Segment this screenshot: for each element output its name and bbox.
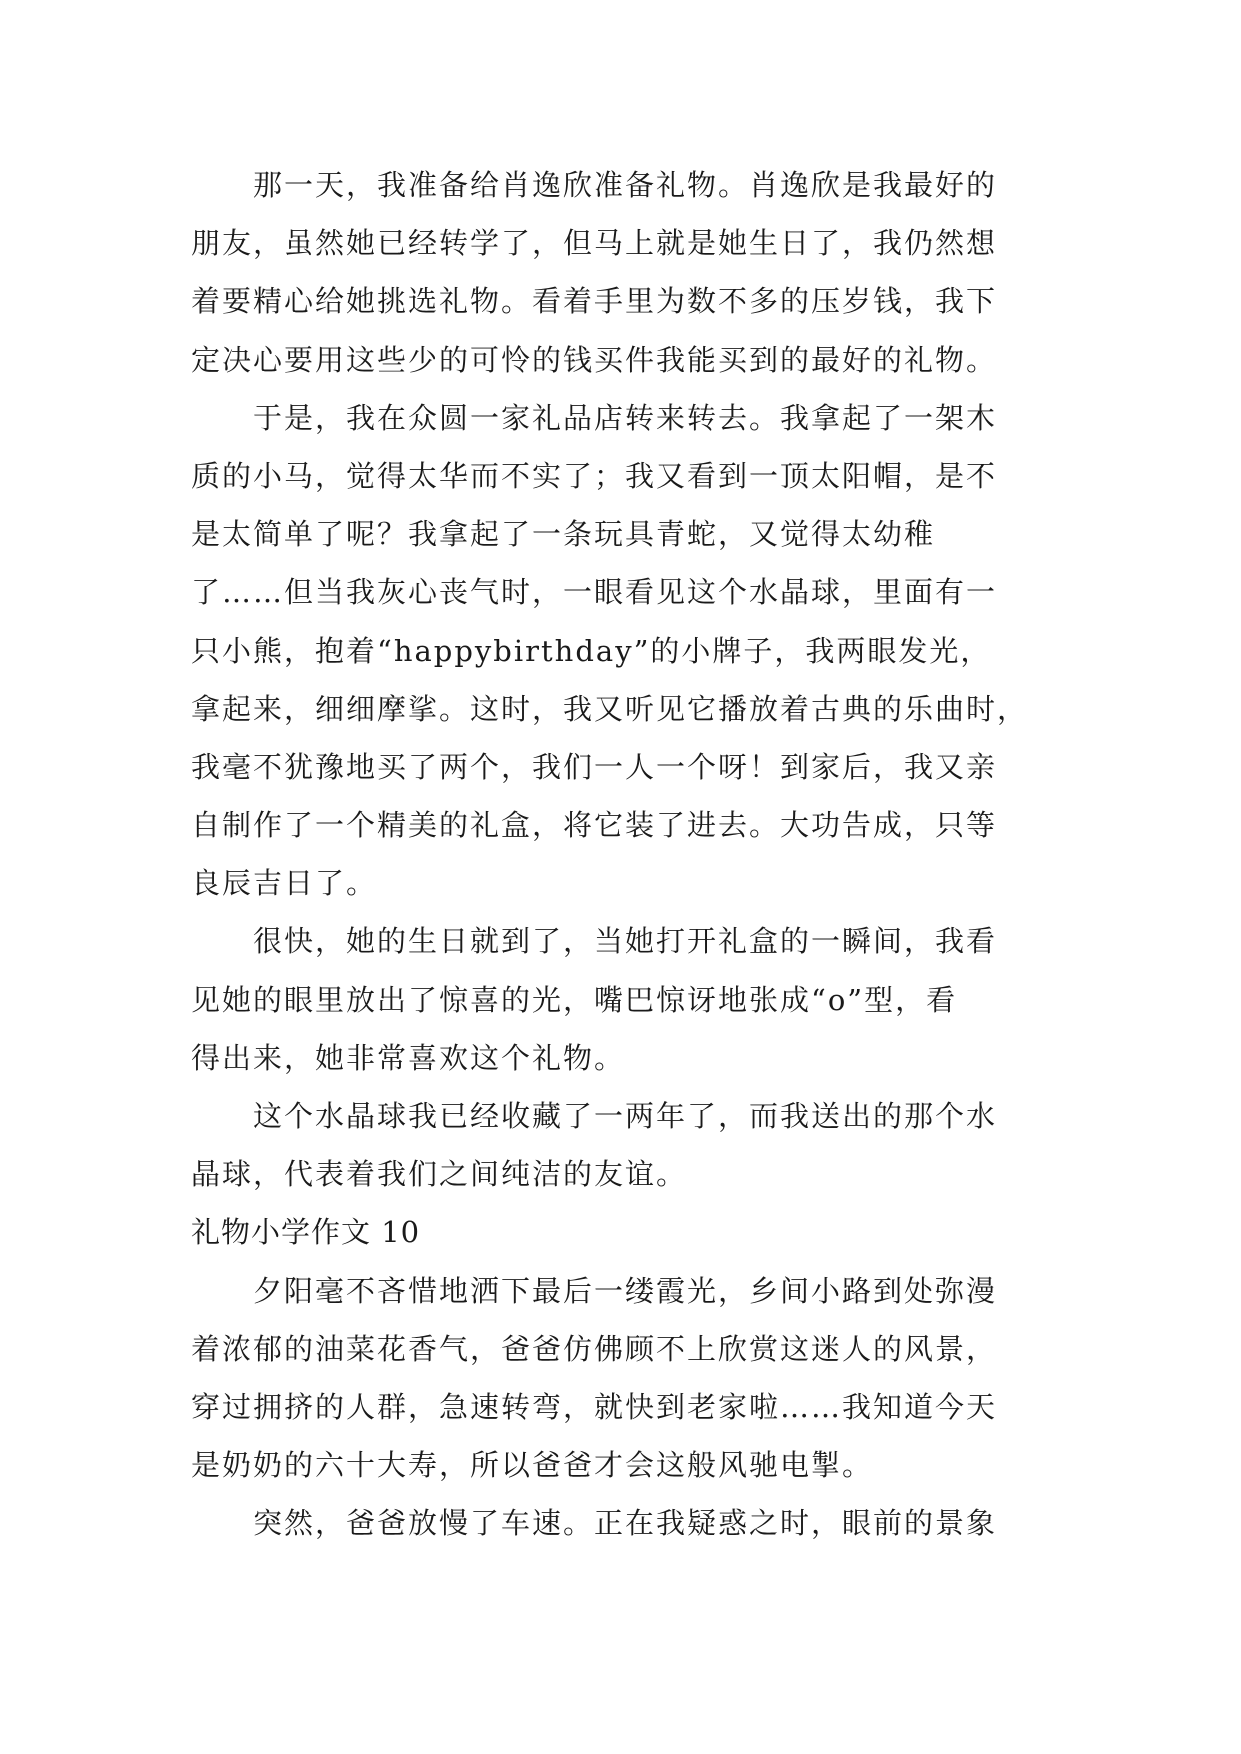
- text-line: 质的小马，觉得太华而不实了；我又看到一顶太阳帽，是不: [191, 458, 998, 493]
- text-line: 定决心要用这些少的可怜的钱买件我能买到的最好的礼物。: [191, 342, 998, 377]
- text-line: 夕阳毫不吝惜地洒下最后一缕霞光，乡间小路到处弥漫: [253, 1273, 998, 1308]
- paragraph: [191, 156, 1091, 389]
- text-line: 只小熊，抱着“happybirthday”的小牌子，我两眼发光，: [191, 633, 992, 668]
- text-line: 自制作了一个精美的礼盒，将它装了进去。大功告成，只等: [191, 808, 998, 843]
- paragraph: [191, 1262, 1091, 1495]
- paragraph: [191, 389, 1091, 913]
- paragraph: [191, 1087, 1091, 1203]
- text-line: 这个水晶球我已经收藏了一两年了，而我送出的那个水: [253, 1099, 998, 1133]
- text-line: 是奶奶的六十大寿，所以爸爸才会这般风驰电掣。: [191, 1448, 874, 1483]
- text-line: 我毫不犹豫地买了两个，我们一人一个呀！到家后，我又亲: [191, 749, 998, 784]
- text-line: 是太简单了呢？我拿起了一条玩具青蛇，又觉得太幼稚: [191, 517, 936, 552]
- text-line: 得出来，她非常喜欢这个礼物。: [191, 1040, 626, 1075]
- text-line: 那一天，我准备给肖逸欣准备礼物。肖逸欣是我最好的: [253, 168, 998, 202]
- text-line: 于是，我在众圆一家礼品店转来转去。我拿起了一架木: [253, 400, 998, 435]
- text-line: 穿过拥挤的人群，急速转弯，就快到老家啦……我知道今天: [191, 1389, 998, 1424]
- text-line: 见她的眼里放出了惊喜的光，嘴巴惊讶地张成“o”型，看: [191, 982, 958, 1017]
- text-line: 拿起来，细细摩挲。这时，我又听见它播放着古典的乐曲时，: [191, 691, 1029, 726]
- text-line: 晶球，代表着我们之间纯洁的友谊。: [191, 1157, 688, 1192]
- text-line: 良辰吉日了。: [191, 866, 378, 901]
- text-line: 着要精心给她挑选礼物。看着手里为数不多的压岁钱，我下: [191, 284, 998, 319]
- text-line: 着浓郁的油菜花香气，爸爸仿佛顾不上欣赏这迷人的风景，: [191, 1331, 998, 1366]
- paragraph: [191, 912, 1091, 1087]
- text-line: 了……但当我灰心丧气时，一眼看见这个水晶球，里面有一: [191, 575, 998, 610]
- paragraph: [191, 1494, 1091, 1552]
- document-body: [191, 156, 1091, 1553]
- section-heading: [191, 1203, 1091, 1261]
- text-line: 朋友，虽然她已经转学了，但马上就是她生日了，我仍然想: [191, 226, 998, 261]
- text-line: 突然，爸爸放慢了车速。正在我疑惑之时，眼前的景象: [253, 1506, 998, 1541]
- heading-text: 礼物小学作文 10: [191, 1215, 421, 1250]
- text-line: 很快，她的生日就到了，当她打开礼盒的一瞬间，我看: [253, 924, 998, 959]
